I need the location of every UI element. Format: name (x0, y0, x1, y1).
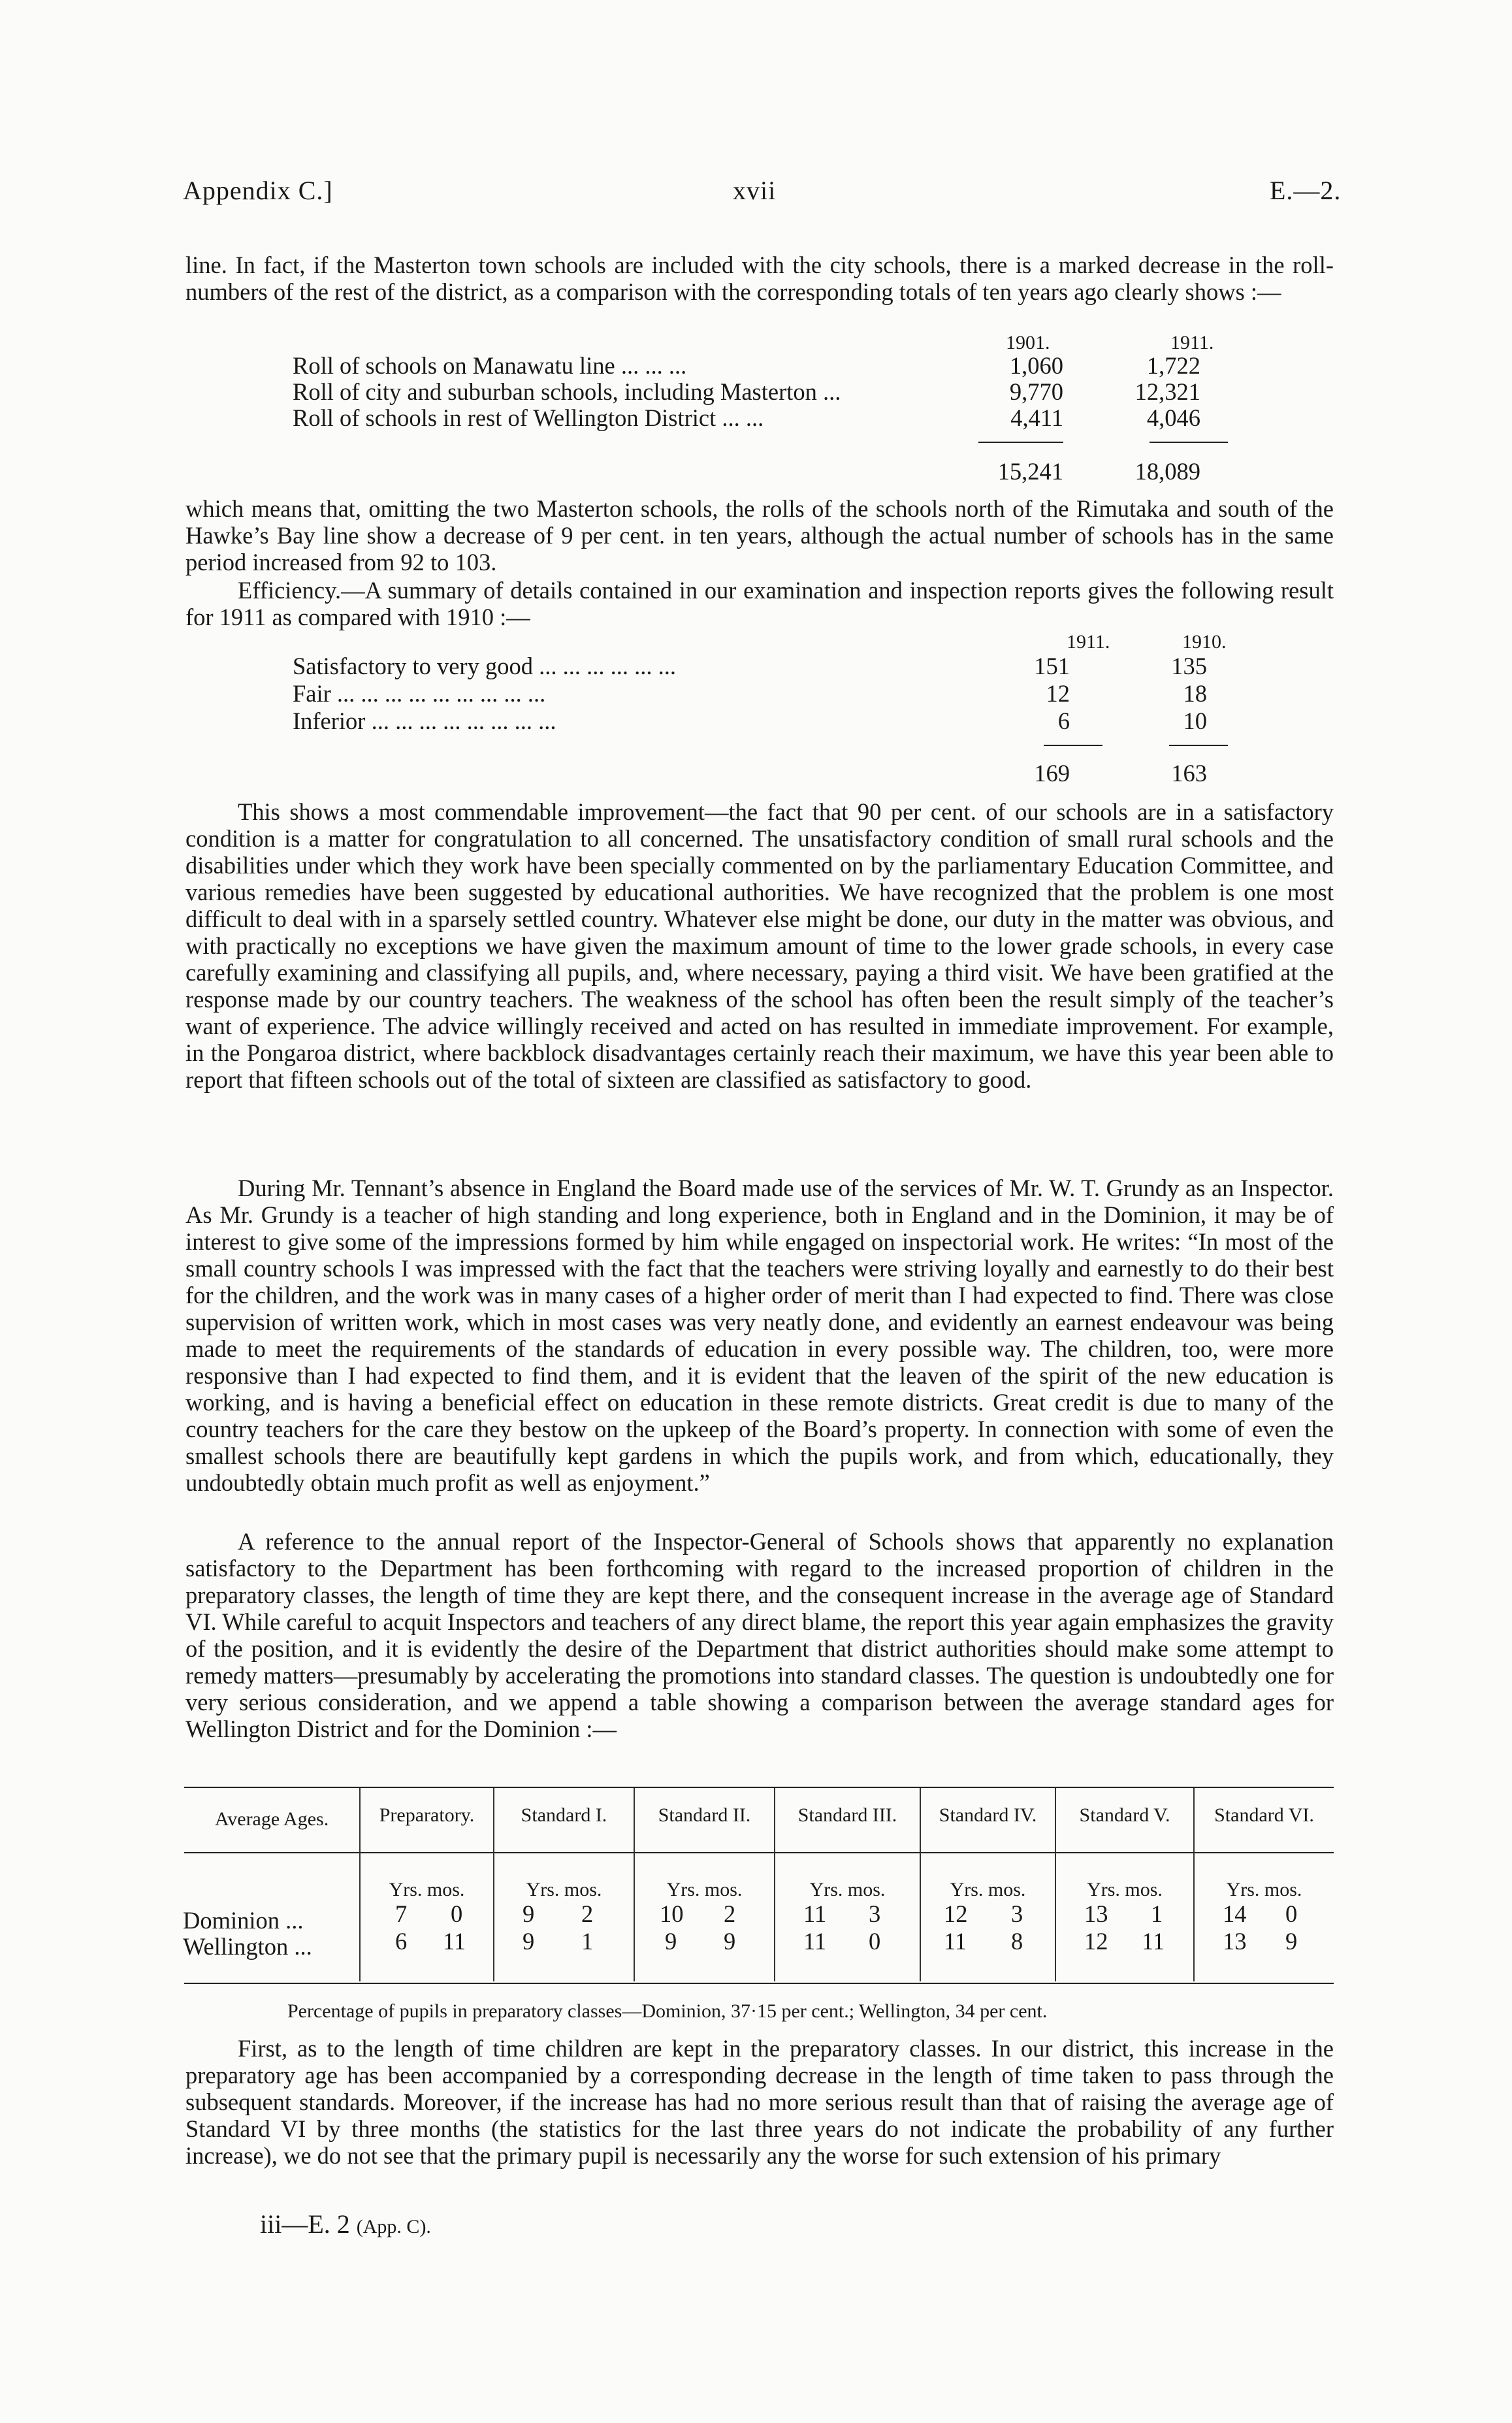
eff-total-row (293, 759, 1259, 787)
header-right: E.—2. (1270, 176, 1342, 205)
roll-row-1901: 1,060 (1009, 352, 1063, 379)
paragraph-2: which means that, omitting the two Masterton schools, the rolls of the schools north of the Rimutaka and south of the Hawke’s Bay line show a decrease of 9 per cent. in ten years, although the actual number of schools has in the same period increased from 92 to 103. (185, 495, 1334, 576)
age-unit: Yrs. mos. (1087, 1879, 1163, 1900)
table-caption: Percentage of pupils in preparatory classes—Dominion, 37·15 per cent.; Wellington, 34 per cent. (287, 2000, 1048, 2022)
age-table-header-rule (184, 1852, 1334, 1853)
age-unit: Yrs. mos. (389, 1879, 465, 1900)
age-yrs: 9 (665, 1928, 677, 1955)
age-mos: 11 (443, 1928, 466, 1955)
age-header: Standard V. (1079, 1804, 1170, 1826)
eff-row-1911: 6 (1057, 707, 1070, 734)
paragraph-6: A reference to the annual report of the Inspector-General of Schools shows that apparently no explanation satisfactory to the Department has been forthcoming with regard to the increased proportion of children in the preparatory classes, the length of time they are kept there, and the consequent increase in the average age of Standard VI. While careful to acquit Inspectors and teachers of any direct blame, the report this year again emphasizes the gravity of the position, and it is evidently the desire of the Department that district authorities should make some attempt to remedy matters—presumably by accelerating the promotions into standard classes. The question is undoubtedly one for very serious consideration, and we append a table showing a comparison between the average standard ages for Wellington District and for the Dominion :— (185, 1528, 1334, 1742)
roll-row-1911: 12,321 (1134, 378, 1200, 405)
roll-row (293, 404, 1227, 431)
eff-row-1911: 151 (1034, 653, 1070, 679)
roll-row-1911: 4,046 (1146, 404, 1200, 431)
age-mos: 0 (451, 1900, 463, 1927)
eff-rule-2 (1169, 745, 1228, 746)
eff-row-1910: 135 (1171, 653, 1207, 679)
age-yrs: 13 (1223, 1928, 1247, 1955)
footer-signature (260, 2209, 431, 2239)
age-header: Standard III. (797, 1804, 897, 1826)
roll-total-1901: 15,241 (997, 458, 1063, 485)
eff-row (293, 679, 1259, 707)
paragraph-3: Efficiency.—A summary of details contained in our examination and inspection reports gives the following result for 1911 as compared with 1910 :— (185, 577, 1334, 630)
age-mos: 3 (1011, 1900, 1023, 1927)
roll-col-1901: 1901. (1006, 332, 1050, 353)
age-unit: Yrs. mos. (526, 1879, 602, 1900)
paragraph-7: First, as to the length of time children are kept in the preparatory classes. In our district, this increase in the preparatory age has been accompanied by a corresponding decrease in the length of time taken to pass through the subsequent standards. Moreover, if the increase has had no more serious result than that of raising the average age of Standard VI by three months (the statistics for the last three years do not indicate the probability of any further increase), we do not see that the primary pupil is necessarily any the worse for such extension of his primary (185, 2035, 1334, 2169)
age-yrs: 9 (523, 1900, 535, 1927)
age-unit: Yrs. mos. (809, 1879, 886, 1900)
age-mos: 0 (869, 1928, 881, 1955)
roll-total-1911: 18,089 (1134, 458, 1200, 485)
age-yrs: 11 (803, 1900, 827, 1927)
age-mos: 11 (1142, 1928, 1165, 1955)
age-yrs: 6 (395, 1928, 408, 1955)
roll-row-1901: 9,770 (1009, 378, 1063, 405)
roll-row-label: Roll of city and suburban schools, including Masterton ... (293, 378, 841, 405)
roll-total-row (293, 457, 1227, 485)
age-yrs: 11 (803, 1928, 827, 1955)
header-page-number: xvii (733, 176, 777, 205)
footer-sub: (App. C). (356, 2216, 431, 2237)
eff-rule-1 (1044, 745, 1102, 746)
age-mos: 8 (1011, 1928, 1023, 1955)
eff-col-1911: 1911. (1067, 631, 1110, 653)
age-unit: Yrs. mos. (666, 1879, 743, 1900)
age-table-top-rule (184, 1787, 1334, 1788)
age-yrs: 12 (944, 1900, 968, 1927)
age-mos: 1 (1151, 1900, 1163, 1927)
header-left: Appendix C.] (183, 176, 333, 205)
age-mos: 9 (724, 1928, 736, 1955)
roll-row-label: Roll of schools in rest of Wellington District ... ... (293, 404, 764, 431)
eff-row-label: Satisfactory to very good ... ... ... ... ... ... (293, 653, 676, 679)
eff-row (293, 652, 1259, 679)
paragraph-5: During Mr. Tennant’s absence in England the Board made use of the services of Mr. W. T. Grundy as an Inspector. As Mr. Grundy is a teacher of high standing and long experience, both in England and in the Dominion, it may be of interest to give some of the impressions formed by him while engaged on inspectorial work. He writes: “In most of the small country schools I was impressed with the fact that the teachers were striving loyally and earnestly to do their best for the children, and the work was in many cases of a higher order of merit than I had expected to find. There was close supervision of written work, which in most cases was very neatly done, and evidently an earnest endeavour was being made to meet the requirements of the standards of education in every possible way. The children, too, were more responsive than I had expected to find them, and it is evident that the leaven of the spirit of the new education is working, and is having a beneficial effect on education in these remote districts. Great credit is due to many of the country teachers for the care they bestow on the upkeep of the Board’s property. In connection with some of even the smallest schools there are beautifully kept gardens in which the pupils work, and from which, educationally, they undoubtedly obtain much profit as well as enjoyment.” (185, 1175, 1334, 1496)
age-header: Standard IV. (939, 1804, 1037, 1826)
age-header: Preparatory. (379, 1804, 475, 1826)
age-header: Standard II. (658, 1804, 751, 1826)
eff-row-1910: 10 (1183, 707, 1207, 734)
age-mos: 1 (581, 1928, 594, 1955)
age-header: Average Ages. (214, 1808, 329, 1830)
age-mos: 2 (724, 1900, 736, 1927)
roll-row-1911: 1,722 (1146, 352, 1200, 379)
age-yrs: 14 (1223, 1900, 1247, 1927)
roll-row (293, 378, 1227, 405)
eff-total-1911: 169 (1034, 760, 1070, 787)
age-unit: Yrs. mos. (1226, 1879, 1302, 1900)
age-table-bottom-rule (184, 1983, 1334, 1984)
age-yrs: 11 (944, 1928, 967, 1955)
footer-main: iii—E. 2 (260, 2209, 350, 2239)
roll-row-label: Roll of schools on Manawatu line ... ... ... (293, 352, 687, 379)
eff-row-1910: 18 (1183, 680, 1207, 707)
age-mos: 3 (869, 1900, 881, 1927)
roll-col-1911: 1911. (1170, 332, 1214, 353)
age-yrs: 12 (1084, 1928, 1108, 1955)
age-unit: Yrs. mos. (950, 1879, 1026, 1900)
eff-row-label: Fair ... ... ... ... ... ... ... ... ... (293, 680, 546, 707)
age-mos: 2 (581, 1900, 594, 1927)
eff-total-1910: 163 (1171, 760, 1207, 787)
age-mos: 9 (1285, 1928, 1298, 1955)
age-header: Standard I. (521, 1804, 607, 1826)
paragraph-1: line. In fact, if the Masterton town schools are included with the city schools, there is a marked decrease in the roll-numbers of the rest of the district, as a comparison with the corresponding totals of ten years ago clearly shows :— (185, 252, 1334, 305)
paragraph-4: This shows a most commendable improvement—the fact that 90 per cent. of our schools are in a satisfactory condition is a matter for congratulation to all concerned. The unsatisfactory condition of small rural schools and the disabilities under which they work have been specially commented on by the parliamentary Education Committee, and various remedies have been suggested by educational authorities. We have recognized that the problem is one most difficult to deal with in a sparsely settled country. Whatever else might be done, our duty in the matter was obvious, and with practically no exceptions we have given the maximum amount of time to the lower grade schools, in every case carefully examining and classifying all pupils, and, where necessary, paying a third visit. We have been gratified at the response made by our country teachers. The weakness of the school has often been the result simply of the teacher’s want of experience. The advice willingly received and acted on has resulted in immediate improvement. For example, in the Pongaroa district, where backblock disadvantages certainly reach their maximum, we have this year been able to report that fifteen schools out of the total of sixteen are classified as satisfactory to good. (185, 798, 1334, 1093)
eff-row-1911: 12 (1046, 680, 1070, 707)
eff-col-1910: 1910. (1182, 631, 1227, 653)
age-row-label: Wellington ... (183, 1933, 312, 1960)
age-row-label: Dominion ... (183, 1907, 304, 1934)
eff-row (293, 707, 1259, 734)
age-yrs: 10 (660, 1900, 684, 1927)
age-header: Standard VI. (1214, 1804, 1314, 1826)
age-mos: 0 (1285, 1900, 1298, 1927)
roll-row-1901: 4,411 (1010, 404, 1063, 431)
roll-row (293, 351, 1227, 379)
age-yrs: 9 (523, 1928, 535, 1955)
eff-row-label: Inferior ... ... ... ... ... ... ... ... (293, 707, 556, 734)
age-yrs: 13 (1084, 1900, 1108, 1927)
roll-rule-2 (1150, 442, 1228, 443)
age-yrs: 7 (395, 1900, 408, 1927)
roll-rule-1 (978, 442, 1063, 443)
